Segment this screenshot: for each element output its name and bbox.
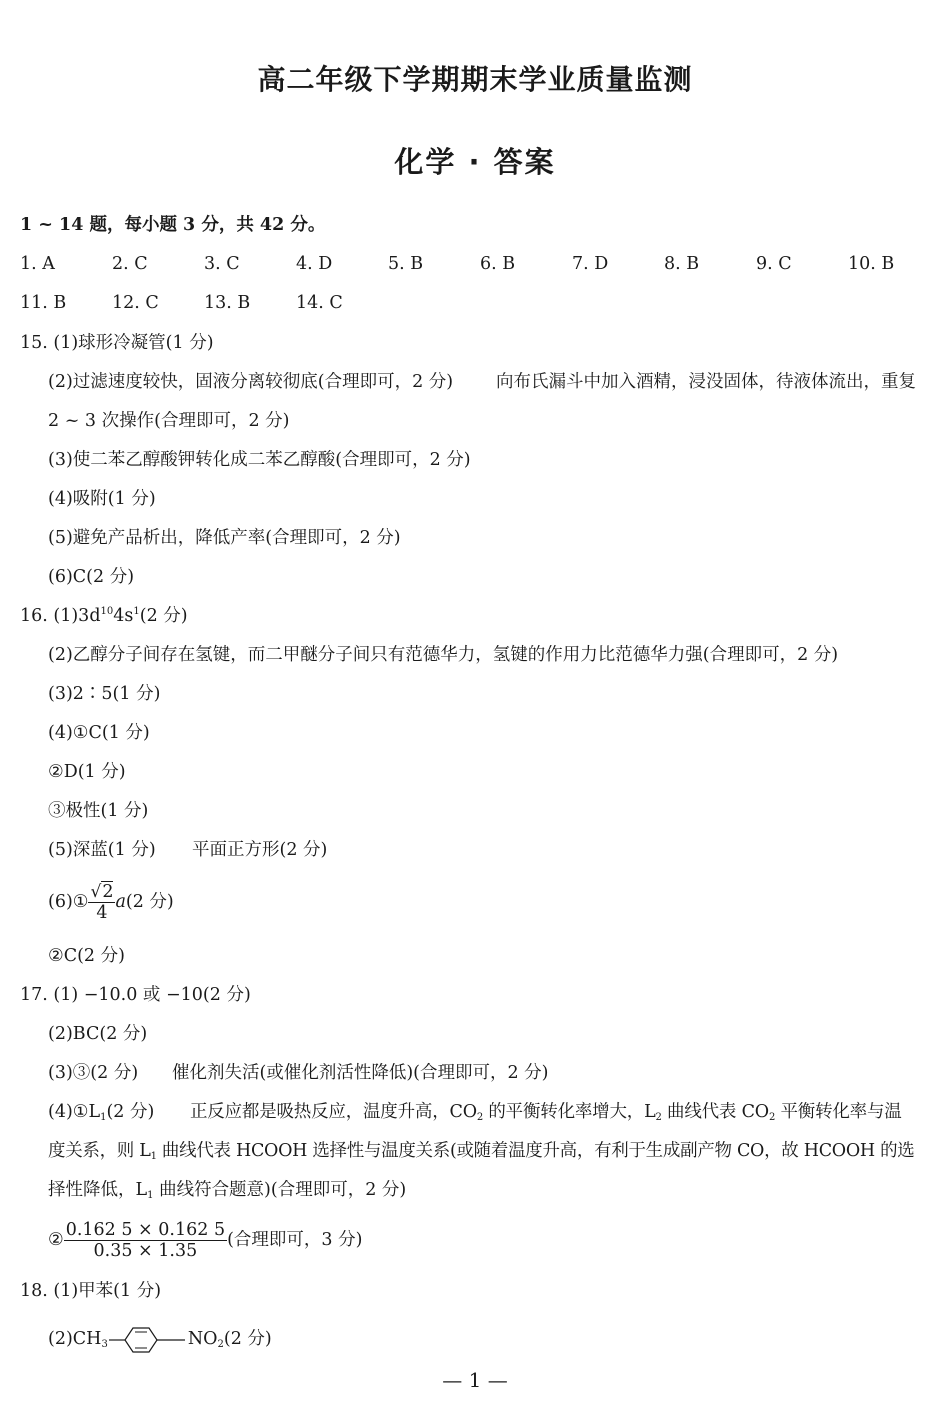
mc-intro: 1 ~ 14 题，每小题 3 分，共 42 分。 [20, 215, 326, 235]
mc-answer: 3. C [204, 254, 240, 274]
q17-part4-score: (2 分) [106, 1102, 155, 1122]
q17-part4-l2-text-b: 曲线代表 HCOOH 选择性与温度关系(或随着温度升高，有利于生成副产物 CO，故 HCOOH 的选 [156, 1141, 915, 1161]
q17-part3b: 催化剂失活(或催化剂活性降低)(合理即可，2 分) [172, 1063, 549, 1083]
q17-part4-sub3: 2 [655, 1112, 662, 1123]
mc-answer: 10. B [848, 254, 895, 274]
q17-part4-text-c: 正反应都是吸热反应，温度升高，CO [190, 1102, 477, 1122]
q17-part1: 17. (1) −10.0 或 −10(2 分) [20, 985, 251, 1005]
q16-part6a-variable: a [115, 892, 126, 912]
q17-part4b-denominator: 0.35 × 1.35 [93, 1241, 198, 1261]
q16-part1-sup2: 1 [133, 606, 140, 617]
page-number: — 1 — [442, 1368, 508, 1392]
page-title: 高二年级下学期期末学业质量监测 [257, 63, 693, 96]
q16-part4b: ②D(1 分) [48, 762, 126, 782]
q16-part1 [20, 605, 188, 627]
page-subtitle: 化学 · 答案 [394, 145, 556, 179]
mc-answer: 11. B [20, 293, 67, 313]
q16-part1-score: (2 分) [139, 606, 188, 626]
q16-part5b: 平面正方形(2 分) [192, 840, 328, 860]
q18-part2-no2: NO [187, 1329, 218, 1349]
q17-part4-l3-text-b: 曲线符合题意)(合理即可，2 分) [153, 1180, 407, 1200]
q16-part6a-fraction: $\frac{√2}{4}$ [90, 882, 114, 923]
q16-part1-sup1: 10 [100, 606, 114, 617]
q17-part4-line2 [48, 1140, 915, 1162]
q17-part4-l3-sub: 1 [147, 1190, 154, 1201]
mc-answer: 2. C [112, 254, 148, 274]
q18-part1: 18. (1)甲苯(1 分) [20, 1281, 162, 1301]
q17-part4b-score: (合理即可，3 分) [227, 1230, 363, 1250]
mc-answer: 8. B [664, 254, 700, 274]
q17-part4-sub4: 2 [768, 1112, 776, 1123]
q16-part6a-score: (2 分) [125, 892, 174, 912]
mc-answer: 9. C [756, 254, 792, 274]
q17-part4-sub2: 2 [476, 1112, 484, 1123]
q16-part1-text: 16. (1)3d [20, 606, 101, 626]
q17-part3a: (3)③(2 分) [48, 1063, 139, 1083]
q16-part6a-denominator: 4 [96, 903, 108, 923]
mc-answer: 13. B [204, 293, 251, 313]
q16-part1-mid: 4s [113, 606, 134, 626]
q17-part2: (2)BC(2 分) [48, 1024, 148, 1044]
q17-part4-label: (4)①L [48, 1102, 101, 1122]
q15-part6: (6)C(2 分) [48, 567, 135, 587]
q17-part4b-fraction [64, 1220, 227, 1261]
q18-part2-score: (2 分) [223, 1329, 272, 1349]
q15-part2c: 2 ~ 3 次操作(合理即可，2 分) [48, 411, 290, 431]
q18-part2-sub2: 2 [217, 1339, 224, 1350]
q17-part4-text-f: 平衡转化率与温 [775, 1102, 902, 1122]
q17-part4b-numerator: 0.162 5 × 0.162 5 [65, 1220, 226, 1240]
q17-part4-text-e: 曲线代表 CO [661, 1102, 769, 1122]
q17-part4-l3-text-a: 择性降低，L [48, 1180, 148, 1200]
mc-answer: 7. D [572, 254, 609, 274]
q16-part4c: ③极性(1 分) [48, 801, 149, 821]
q16-part6a-text: (6)① [48, 892, 89, 912]
q17-part4-line1b [190, 1101, 902, 1123]
q17-part4-text-d: 的平衡转化率增大，L [483, 1102, 656, 1122]
q15-part2a: (2)过滤速度较快，固液分离较彻底(合理即可，2 分) [48, 372, 454, 392]
mc-answer: 4. D [296, 254, 333, 274]
q18-part2 [48, 1324, 272, 1355]
q17-part4-l2-text-a: 度关系，则 L [48, 1141, 151, 1161]
q17-part4-l2-sub: 1 [150, 1151, 157, 1162]
q18-part2-sub1: 3 [101, 1339, 108, 1350]
mc-answer: 6. B [480, 254, 516, 274]
q18-part2-ch3: (2)CH [48, 1329, 102, 1349]
q16-part6a-radicand: 2 [102, 882, 114, 902]
q15-part3: (3)使二苯乙醇酸钾转化成二苯乙醇酸(合理即可，2 分) [48, 450, 471, 470]
mc-answer: 5. B [388, 254, 424, 274]
q15-part4: (4)吸附(1 分) [48, 489, 156, 509]
mc-answer: 1. A [20, 254, 55, 274]
q15-part2b: 向布氏漏斗中加入酒精，浸没固体，待液体流出，重复 [496, 372, 916, 392]
q15-part5: (5)避免产品析出，降低产率(合理即可，2 分) [48, 528, 401, 548]
q16-part6a [48, 880, 174, 924]
benzene-ring-icon [109, 1325, 187, 1355]
q16-part3: (3)2∶5(1 分) [48, 684, 161, 704]
q17-part4-line3 [48, 1179, 406, 1201]
q17-part4-line1a [48, 1101, 154, 1123]
q15-part1: 15. (1)球形冷凝管(1 分) [20, 333, 214, 353]
q16-part6b: ②C(2 分) [48, 946, 125, 966]
q17-part4b-label: ② [48, 1230, 64, 1250]
q16-part2: (2)乙醇分子间存在氢键，而二甲醚分子间只有范德华力，氢键的作用力比范德华力强(合理即可，2 分) [48, 645, 839, 665]
q17-part4b [48, 1218, 362, 1262]
q16-part5a: (5)深蓝(1 分) [48, 840, 156, 860]
q17-part4-sub: 1 [100, 1112, 107, 1123]
q16-part4a: (4)①C(1 分) [48, 723, 150, 743]
mc-answer: 14. C [296, 293, 343, 313]
mc-answer: 12. C [112, 293, 159, 313]
